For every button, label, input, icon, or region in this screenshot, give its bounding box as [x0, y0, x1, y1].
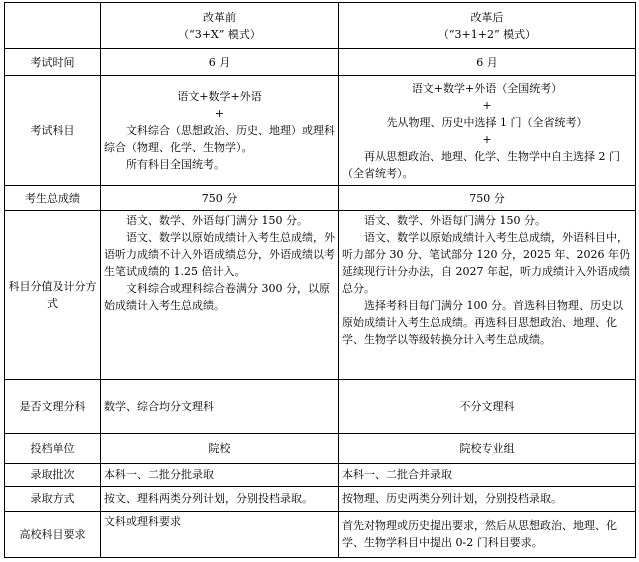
before-scoring-p1: 语文、数学、外语每门满分 150 分。: [126, 214, 308, 228]
after-batch: 本科一、二批合并录取: [339, 463, 636, 486]
before-title: 改革前: [203, 10, 236, 24]
before-requirements: 文科或理科要求: [101, 511, 339, 557]
before-method: 按文、理科两类分列计划，分别投档录取。: [101, 486, 339, 511]
before-scoring: [101, 211, 339, 379]
before-streams: 数学、综合均分文理科: [101, 379, 339, 433]
before-time: 6 月: [101, 49, 339, 76]
corner-cell: [5, 3, 101, 49]
row-scoring: [5, 211, 636, 379]
label-requirements: 高校科目要求: [5, 511, 101, 557]
row-time: [5, 49, 636, 76]
reform-comparison-table: [4, 2, 636, 558]
after-title: 改革后: [470, 10, 504, 24]
after-requirements: 首先对物理或历史提出要求，然后从思想政治、地理、化学、生物学科目中提出 0-2 门科目要求。: [339, 511, 636, 557]
label-subjects: 考试科目: [5, 76, 101, 186]
after-scoring-p2: 语文、数学以原始成绩计入考生总成绩，外语科目中，听力部分 30 分、笔试部分 120 分，2025 年、2026 年仍延续现行计分办法，自 2027 年起，听力成绩计入外语成绩总分。: [342, 231, 630, 296]
row-method: [5, 486, 636, 511]
after-mode: （“3+1+2” 模式）: [437, 27, 537, 41]
label-method: 录取方式: [5, 486, 101, 511]
before-scoring-p2: 语文、数学以原始成绩计入考生总成绩，外语听力成绩不计入外语成绩总分，外语成绩以考生笔试成绩的 1.25 倍计入。: [104, 231, 335, 279]
before-subjects-core: 语文+数学+外语: [177, 90, 262, 104]
after-method: 按物理、历史两类分列计划，分别投档录取。: [339, 486, 636, 511]
row-requirements: [5, 511, 636, 557]
before-batch: 本科一、二批分批录取: [101, 463, 339, 486]
label-batch: 录取批次: [5, 463, 101, 486]
row-subjects: [5, 76, 636, 186]
after-scoring: [339, 211, 636, 379]
after-subjects-second-choice: 再从思想政治、地理、化学、生物学中自主选择 2 门（全省统考）。: [342, 149, 620, 180]
before-total: 750 分: [101, 186, 339, 211]
before-unit: 院校: [101, 433, 339, 463]
after-subjects-plus-1: +: [482, 98, 492, 112]
after-scoring-p1: 语文、数学、外语每门满分 150 分。: [364, 214, 546, 228]
label-scoring: 科目分值及计分方式: [5, 211, 101, 379]
after-scoring-p3: 选择考科目每门满分 100 分。首选科目物理、历史以原始成绩计入考生总成绩。再选科目思想政治、地理、化学、生物学以等级转换分计入考生总成绩。: [342, 299, 623, 347]
row-unit: [5, 433, 636, 463]
after-total: 750 分: [339, 186, 636, 211]
after-streams: 不分文理科: [339, 379, 636, 433]
after-subjects-first-choice: 先从物理、历史中选择 1 门（全省统考）: [386, 115, 588, 129]
before-subjects-note: 所有科目全国统考。: [126, 158, 225, 172]
after-time: 6 月: [339, 49, 636, 76]
row-batch: [5, 463, 636, 486]
row-streams: [5, 379, 636, 433]
label-unit: 投档单位: [5, 433, 101, 463]
after-subjects-core: 语文+数学+外语（全国统考）: [411, 81, 563, 95]
after-subjects-plus-2: +: [482, 132, 492, 146]
before-header: [101, 3, 339, 49]
after-subjects: [339, 76, 636, 186]
label-total: 考生总成绩: [5, 186, 101, 211]
before-subjects-plus: +: [214, 107, 225, 121]
before-mode: （“3+X” 模式）: [178, 27, 261, 41]
header-row: [5, 3, 636, 49]
before-scoring-p3: 文科综合或理科综合卷满分 300 分，以原始成绩计入考生总成绩。: [104, 282, 330, 313]
label-time: 考试时间: [5, 49, 101, 76]
before-subjects-comprehensive: 文科综合（思想政治、历史、地理）或理科综合（物理、化学、生物学）。: [104, 124, 335, 155]
after-header: [339, 3, 636, 49]
after-unit: 院校专业组: [339, 433, 636, 463]
before-subjects: [101, 76, 339, 186]
row-total: [5, 186, 636, 211]
label-streams: 是否文理分科: [5, 379, 101, 433]
